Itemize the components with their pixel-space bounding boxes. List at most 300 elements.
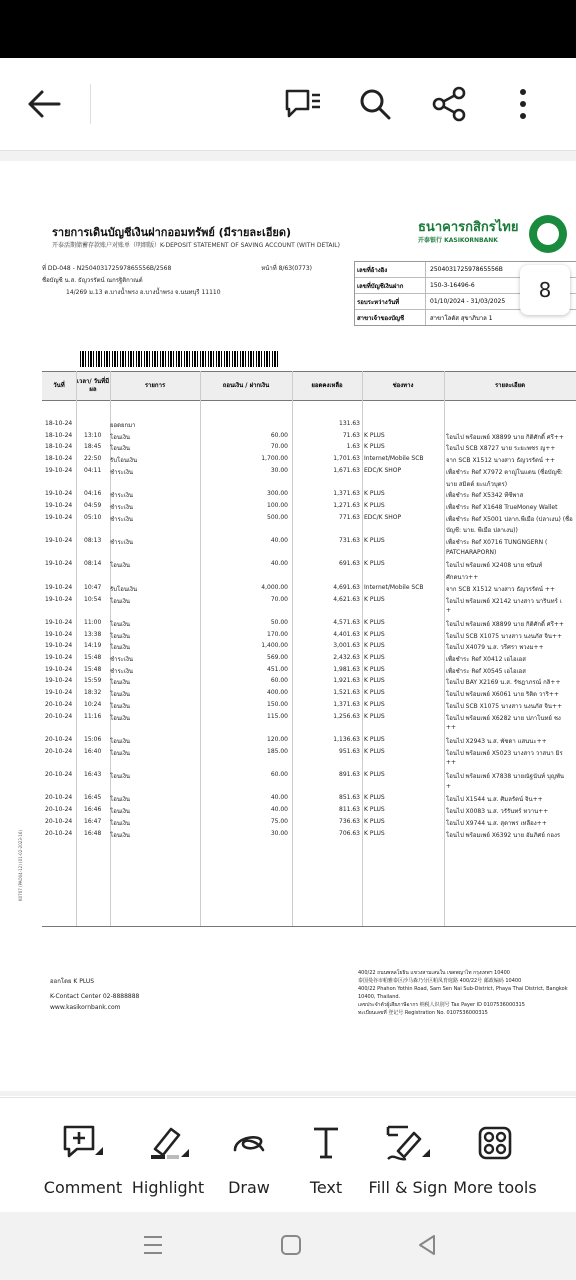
cell-trx: ชำระเงิน: [110, 539, 133, 546]
cell-time: 16:46: [84, 806, 102, 814]
cell-time: 16:43: [84, 771, 102, 778]
cell-trx: ชำระเงิน: [110, 503, 133, 511]
table-row: [42, 666, 576, 677]
cell-date: 19-10-24: [45, 513, 73, 521]
cell-trx: ยอดยกมา: [110, 422, 136, 429]
cell-detail: โอนไป SCB X1075 นางสาว นงนภัส จิน++: [446, 632, 563, 640]
cell-date: 19-10-24: [45, 466, 73, 474]
footer-address-th: 400/22 ถนนพหลโยธิน แขวงสามเสนใน เขตพญาไท กรุงเทพฯ 10400: [358, 970, 510, 976]
cell-channel: K PLUS: [364, 806, 385, 814]
cell-channel: K PLUS: [364, 829, 385, 837]
table-row: [42, 771, 576, 782]
add-comment-icon: [40, 1118, 126, 1168]
info-value: 150-3-16496-6: [430, 282, 475, 289]
account-name: ชื่อบัญชี น.ส. ธัญวรรัตน์ ณกรฐิติกาณต์: [42, 277, 143, 284]
cell-time: 10:24: [84, 700, 102, 708]
tool-comment[interactable]: [40, 1118, 126, 1208]
cell-balance: 736.63: [339, 817, 360, 825]
cell-detail: เพื่อชำระ Ref X1648 TrueMoney Wallet: [446, 503, 558, 511]
tool-highlight[interactable]: [128, 1118, 208, 1208]
cell-detail: โอนไป พร้อมเพย์ X2408 นาย ชนินท์: [446, 562, 543, 570]
cell-amount: 50.00: [270, 618, 288, 626]
cell-detail: เพื่อชำระ Ref X0412 เอไอเอส: [446, 656, 526, 663]
page-of: หน้าที่ 8/63(0773): [261, 265, 312, 272]
cell-amount: 30.00: [270, 466, 288, 474]
tool-label: Draw: [228, 1178, 270, 1197]
cell-channel: K PLUS: [364, 642, 385, 650]
cell-date: 19-10-24: [45, 583, 73, 591]
col-detail: รายละเอียด: [494, 382, 526, 389]
cell-trx: โอนเงิน: [110, 679, 131, 687]
table-bottom-border: [42, 926, 576, 927]
cell-channel: K PLUS: [364, 490, 385, 498]
cell-trx: โอนเงิน: [110, 691, 131, 699]
cell-balance: 4,401.63: [333, 630, 360, 638]
cell-date: 19-10-24: [45, 560, 73, 568]
cell-trx: โอนเงิน: [110, 819, 131, 827]
cell-date: 20-10-24: [45, 806, 73, 814]
recents-icon[interactable]: [138, 1230, 168, 1260]
cell-date: 19-10-24: [45, 501, 73, 509]
cell-trx: ชำระเงิน: [110, 492, 133, 500]
cell-amount: 4,000.00: [261, 583, 288, 591]
table-row: [42, 490, 576, 501]
reference-line: ที่ DD-048 - N250403172597865556B/2568: [42, 265, 172, 272]
tool-label: More tools: [453, 1178, 537, 1197]
cell-amount: 451.00: [267, 665, 288, 673]
cell-balance: 1,136.63: [333, 735, 360, 743]
table-row: [42, 549, 576, 560]
cell-trx: โอนเงิน: [110, 796, 131, 804]
cell-date: 18-10-24: [45, 420, 73, 427]
cell-time: 05:10: [84, 513, 102, 521]
cell-detail: เพื่อชำระ Ref X0716 TUNGNGERN (: [446, 539, 548, 546]
cell-trx: รับโอนเงิน: [110, 585, 138, 593]
cell-trx: โอนเงิน: [110, 737, 131, 745]
bottom-toolbar: [0, 1097, 576, 1213]
cell-amount: 40.00: [270, 560, 288, 568]
cell-detail: โอนไป พร้อมเพย์ X6282 นาย ปภาโนทย์ ชง: [446, 714, 561, 722]
cell-balance: 2,432.63: [333, 654, 360, 661]
cell-trx: โอนเงิน: [110, 445, 131, 453]
col-time: เวลา/ วันที่มีผล: [76, 378, 110, 393]
cell-detail: โอนไป พร้อมเพย์ X2142 นางสาว นารินทร์ เ: [446, 597, 562, 605]
table-row: [42, 525, 576, 536]
cell-channel: Internet/Mobile SCB: [364, 455, 424, 463]
cell-detail: จาก SCB X1512 นางสาว ธัญวรรัตน์ ++: [446, 457, 555, 465]
cell-trx: โอนเงิน: [110, 597, 131, 605]
cell-detail: +: [446, 607, 452, 615]
footer-tax-id: เลขประจำตัวผู้เสียภาษีอากร 纳税人识别号 Tax Payer ID 0107536000315: [358, 1002, 525, 1008]
cell-balance: 731.63: [339, 537, 360, 544]
cell-amount: 185.00: [267, 747, 288, 755]
cell-channel: K PLUS: [364, 689, 385, 697]
cell-trx: โอนเงิน: [110, 702, 131, 710]
table-row: [42, 479, 576, 490]
table-row: [42, 759, 576, 770]
cell-amount: 400.00: [267, 689, 288, 697]
tool-more-tools[interactable]: [452, 1118, 538, 1208]
cell-detail: โอนไป X4079 น.ส. วรีศรา พวงม++: [446, 644, 544, 652]
info-key: สาขาเจ้าของบัญชี: [355, 310, 426, 325]
cell-channel: K PLUS: [364, 712, 385, 720]
cell-trx: รับโอนเงิน: [110, 457, 138, 465]
table-row: [42, 806, 576, 817]
info-key: รอบระหว่างวันที่: [355, 294, 426, 309]
table-row: [42, 467, 576, 478]
cell-detail: โอนไป พร้อมเพย์ X7838 นายณัฐนันท์ บุญพัน: [446, 773, 565, 780]
cell-date: 20-10-24: [45, 794, 73, 802]
table-row: [42, 783, 576, 794]
cell-time: 08:13: [84, 537, 102, 544]
table-row: [42, 713, 576, 724]
cell-trx: โอนเงิน: [110, 714, 131, 722]
cell-detail: เพื่อชำระ Ref X0545 เอไอเอส: [446, 667, 526, 675]
cell-date: 18-10-24: [45, 443, 73, 451]
cell-time: 16:45: [84, 794, 102, 802]
statement-title: รายการเดินบัญชีเงินฝากออมทรัพย์ (มีรายละเอียด): [52, 226, 292, 239]
cell-balance: 131.63: [339, 420, 360, 427]
cell-date: 20-10-24: [45, 747, 73, 755]
cell-balance: 1,256.63: [333, 712, 360, 720]
table-row: [42, 724, 576, 735]
cell-detail: ศักดนาว++: [446, 574, 479, 582]
cell-amount: 150.00: [267, 700, 288, 708]
cell-channel: K PLUS: [364, 700, 385, 708]
cell-amount: 40.00: [270, 806, 288, 814]
cell-date: 19-10-24: [45, 537, 73, 544]
cell-balance: 1.63: [346, 443, 360, 451]
cell-amount: 70.00: [270, 443, 288, 451]
tool-fill-sign[interactable]: [366, 1118, 450, 1208]
cell-balance: 1,271.63: [333, 501, 360, 509]
cell-balance: 1,371.63: [333, 490, 360, 498]
cell-amount: 300.00: [267, 490, 288, 498]
bank-name-th: ธนาคารกสิกรไทย: [418, 220, 519, 235]
cell-balance: 71.63: [342, 431, 360, 439]
cell-amount: 60.00: [270, 677, 288, 685]
info-key: เลขที่บัญชีเงินฝาก: [355, 278, 426, 293]
cell-balance: 1,701.63: [333, 455, 360, 463]
cell-date: 19-10-24: [45, 665, 73, 673]
cell-time: 22:50: [84, 455, 102, 463]
cell-trx: โอนเงิน: [110, 644, 131, 652]
cell-date: 19-10-24: [45, 595, 73, 603]
cell-amount: 1,400.00: [261, 642, 288, 650]
document-viewer[interactable]: [0, 151, 576, 1096]
cell-balance: 811.63: [339, 806, 360, 814]
cell-balance: 706.63: [339, 829, 360, 837]
search-icon[interactable]: [355, 84, 395, 124]
cell-detail: เพื่อชำระ Ref X5001 ปลาก.พีเมือ (ปลาเงน) (ชื่อ: [446, 515, 573, 523]
table-row: [42, 443, 576, 454]
cell-channel: Internet/Mobile SCB: [364, 583, 424, 591]
cell-balance: 3,001.63: [333, 642, 360, 650]
cell-time: 10:47: [84, 583, 102, 591]
table-header: [42, 371, 576, 401]
cell-channel: K PLUS: [364, 537, 385, 544]
cell-time: 15:06: [84, 735, 102, 743]
cell-channel: K PLUS: [364, 735, 385, 743]
draw-icon: [214, 1118, 284, 1168]
cell-time: 15:48: [84, 654, 102, 661]
info-value: 250403172597865556B: [430, 266, 503, 273]
cell-detail: โอนไป X0083 น.ส. วรัรันทร์ หวาน++: [446, 808, 549, 816]
cell-channel: K PLUS: [364, 630, 385, 638]
cell-detail: โอนไป X9744 น.ส. สุดาพร เหลือง++: [446, 819, 547, 827]
footer-address-en: 400/22 Phahon Yothin Road, Sam Sen Nai Sub-District, Phaya Thai District, Bangkok 10400, Thailand.: [358, 986, 568, 1000]
table-row: [42, 502, 576, 513]
cell-trx: โอนเงิน: [110, 632, 131, 640]
cell-amount: 40.00: [270, 537, 288, 544]
cell-detail: โอนไป พร้อมเพย์ X6061 นาย ริติด วาริ++: [446, 691, 559, 699]
cell-amount: 500.00: [267, 513, 288, 521]
tool-text[interactable]: [292, 1118, 360, 1208]
cell-detail: +: [446, 782, 452, 790]
table-row: [42, 654, 576, 665]
info-key: เลขที่อ้างอิง: [355, 262, 426, 277]
home-icon[interactable]: [276, 1230, 306, 1260]
cell-channel: EDC/K SHOP: [364, 466, 402, 474]
statement-page: [0, 161, 576, 1091]
cell-detail: โอนไป BAY X2169 น.ส. รัชฎาภรณ์ กลิ++: [446, 679, 561, 687]
cell-channel: K PLUS: [364, 677, 385, 685]
cell-date: 20-10-24: [45, 712, 73, 720]
cell-time: 14:19: [84, 642, 102, 650]
table-row: [42, 701, 576, 712]
table-row: [42, 420, 576, 431]
table-row: [42, 596, 576, 607]
cell-channel: K PLUS: [364, 654, 385, 661]
cell-detail: จาก SCB X1512 นางสาว ธัญวรรัตน์ ++: [446, 585, 555, 593]
cell-date: 19-10-24: [45, 490, 73, 498]
table-row: [42, 689, 576, 700]
cell-amount: 60.00: [270, 431, 288, 439]
cell-channel: K PLUS: [364, 771, 385, 778]
tool-label: Text: [309, 1178, 343, 1197]
contact-center: K-Contact Center 02-8888888: [50, 993, 140, 1000]
cell-amount: 569.00: [267, 654, 288, 661]
form-code: K0707 (PAO04-12) (01-02-2023-16): [18, 830, 23, 901]
cell-date: 18-10-24: [45, 455, 73, 463]
cell-time: 16:47: [84, 817, 102, 825]
cell-date: 20-10-24: [45, 735, 73, 743]
cell-channel: K PLUS: [364, 431, 385, 439]
cell-detail: โอนไป พร้อมเพย์ X5023 นางสาว วาสนา มิร: [446, 749, 563, 757]
cell-trx: โอนเงิน: [110, 831, 131, 839]
cell-detail: โอนไป พร้อมเพย์ X8899 นาย กิติศักดิ์ ศรี++: [446, 433, 564, 441]
cell-time: 13:10: [84, 431, 102, 439]
table-row: [42, 572, 576, 583]
table-row: [42, 432, 576, 443]
account-header: [42, 263, 352, 299]
account-address: 14/269 ม.13 ต.บางน้ำพรง อ.บางน้ำพรง จ.นนทบุรี 11110: [66, 289, 221, 296]
col-transaction: รายการ: [144, 382, 166, 389]
cell-date: 19-10-24: [45, 642, 73, 650]
table-row: [42, 677, 576, 688]
cell-time: 15:59: [84, 677, 102, 685]
cell-time: 04:59: [84, 501, 102, 509]
share-icon[interactable]: [429, 84, 469, 124]
cell-channel: K PLUS: [364, 560, 385, 568]
cell-time: 04:16: [84, 490, 102, 498]
page-number-badge: 8: [520, 265, 570, 315]
cell-date: 19-10-24: [45, 654, 73, 661]
toolbar-separator: [90, 84, 91, 124]
cell-detail: บัญชี: นาย. พีเมือ ปลาเงน)): [446, 527, 518, 535]
cell-balance: 1,981.63: [333, 665, 360, 673]
fill-sign-icon: [366, 1118, 450, 1168]
table-row: [42, 794, 576, 805]
cell-trx: ชำระเงิน: [110, 667, 133, 675]
cell-channel: K PLUS: [364, 665, 385, 673]
cell-amount: 30.00: [270, 829, 288, 837]
more-vertical-icon[interactable]: [503, 84, 543, 124]
info-value: 01/10/2024 - 31/03/2025: [430, 298, 506, 305]
table-row: [42, 584, 576, 595]
cell-detail: โอนไป พร้อมเพย์ X8899 นาย กิติศักดิ์ ศรี++: [446, 620, 564, 628]
footer-left: [50, 976, 139, 1013]
highlighter-icon: [128, 1118, 208, 1168]
cell-time: 16:40: [84, 747, 102, 755]
cell-amount: 100.00: [267, 501, 288, 509]
table-row: [42, 818, 576, 829]
cell-balance: 1,671.63: [333, 466, 360, 474]
bank-website: www.kasikornbank.com: [50, 1004, 121, 1011]
table-row: [42, 619, 576, 630]
tool-label: Highlight: [131, 1178, 205, 1197]
footer-address-zh: 泰国曼谷市帕雅泰区沙马森乃分区帕凤育庭路 400/22号 邮政编码 10400: [358, 978, 522, 984]
cell-trx: โอนเงิน: [110, 620, 131, 628]
cell-trx: ชำระเงิน: [110, 468, 133, 476]
nav-back-icon[interactable]: [412, 1230, 442, 1260]
cell-trx: ชำระเงิน: [110, 515, 133, 523]
col-date: วันที่: [53, 382, 65, 389]
cell-channel: K PLUS: [364, 747, 385, 755]
cell-channel: K PLUS: [364, 794, 385, 802]
cell-time: 08:14: [84, 560, 102, 568]
tool-draw[interactable]: [214, 1118, 284, 1208]
cell-detail: เพื่อชำระ Ref X5342 ทีซีพาส: [446, 492, 524, 500]
table-row: [42, 748, 576, 759]
text-icon: [292, 1118, 360, 1168]
cell-balance: 891.63: [339, 771, 360, 778]
cell-channel: K PLUS: [364, 595, 385, 603]
bank-name-en: 开泰银行 KASIKORNBANK: [418, 237, 498, 244]
cell-balance: 1,521.63: [333, 689, 360, 697]
cell-balance: 951.63: [339, 747, 360, 755]
cell-detail: โอนไป X1544 น.ส. ศิมลรัตน์ จิน++: [446, 796, 543, 804]
cell-date: 20-10-24: [45, 817, 73, 825]
cell-trx: โอนเงิน: [110, 808, 131, 816]
barcode: [80, 351, 280, 367]
cell-balance: 4,691.63: [333, 583, 360, 591]
cell-balance: 851.63: [339, 794, 360, 802]
cell-detail: โอนไป X2943 น.ส. พัชดา แสนนะ++: [446, 737, 547, 745]
arrow-left-icon[interactable]: [24, 84, 64, 124]
cell-date: 20-10-24: [45, 700, 73, 708]
table-row: [42, 537, 576, 548]
cell-trx: โอนเงิน: [110, 773, 131, 780]
cell-balance: 1,371.63: [333, 700, 360, 708]
cell-trx: โอนเงิน: [110, 749, 131, 757]
cell-trx: โอนเงิน: [110, 562, 131, 570]
cell-time: 04:11: [84, 466, 102, 474]
cell-balance: 4,571.63: [333, 618, 360, 626]
footer-registration: ทะเบียนเลขที่ 登记号 Registration No. 0107536000315: [358, 1010, 488, 1016]
cell-detail: นาย สมิตต์ ยะแก้วบุตร): [446, 480, 508, 488]
cell-balance: 691.63: [339, 560, 360, 568]
cell-time: 13:38: [84, 630, 102, 638]
statement-subtitle: 开泰活期储蓄存款账户对账单（明细版）K-DEPOSIT STATEMENT OF SAVING ACCOUNT (WITH DETAIL): [52, 242, 340, 249]
table-row: [42, 514, 576, 525]
footer-right: [358, 969, 573, 1017]
tool-label: Comment: [43, 1178, 123, 1197]
cell-amount: 75.00: [270, 817, 288, 825]
cell-amount: 60.00: [270, 771, 288, 778]
cell-amount: 70.00: [270, 595, 288, 603]
cell-channel: K PLUS: [364, 443, 385, 451]
issued-by: ออกโดย K PLUS: [50, 978, 95, 985]
cell-time: 11:00: [84, 618, 102, 626]
table-row: [42, 607, 576, 618]
table-row: [42, 830, 576, 841]
cell-time: 10:54: [84, 595, 102, 603]
cell-balance: 4,621.63: [333, 595, 360, 603]
table-row: [42, 642, 576, 653]
table-row: [42, 736, 576, 747]
table-row: [42, 455, 576, 466]
cell-date: 20-10-24: [45, 829, 73, 837]
cell-date: 18-10-24: [45, 431, 73, 439]
cell-trx: โอนเงิน: [110, 433, 131, 441]
cell-amount: 1,700.00: [261, 455, 288, 463]
cell-amount: 115.00: [267, 712, 288, 720]
cell-date: 19-10-24: [45, 677, 73, 685]
cell-detail: PATCHARAPORN): [446, 548, 497, 556]
bank-logo: [529, 215, 567, 253]
info-value: สาขาโลตัส สุขาภิบาล 1: [430, 314, 493, 322]
table-row: [42, 631, 576, 642]
status-bar: [0, 0, 576, 58]
cell-detail: โอนไป SCB X1075 นางสาว นงนภัส จิน++: [446, 702, 563, 710]
cell-time: 11:16: [84, 712, 102, 720]
cell-channel: EDC/K SHOP: [364, 513, 402, 521]
cell-detail: ++: [446, 759, 457, 767]
cell-date: 20-10-24: [45, 771, 73, 778]
top-app-bar: [0, 58, 576, 151]
cell-date: 19-10-24: [45, 630, 73, 638]
cell-time: 18:45: [84, 443, 102, 451]
cell-trx: ชำระเงิน: [110, 656, 133, 663]
cell-detail: โอนไป พร้อมเพย์ X6392 นาย อัมภิศย์ กองร: [446, 831, 561, 839]
cell-detail: ++: [446, 724, 457, 732]
cell-balance: 1,921.63: [333, 677, 360, 685]
cell-amount: 120.00: [267, 735, 288, 743]
cell-channel: K PLUS: [364, 817, 385, 825]
cell-channel: K PLUS: [364, 501, 385, 509]
tool-label: Fill & Sign: [368, 1178, 448, 1197]
table-row: [42, 560, 576, 571]
col-amount: ถอนเงิน / ฝากเงิน: [222, 382, 270, 389]
cell-amount: 40.00: [270, 794, 288, 802]
cell-date: 19-10-24: [45, 618, 73, 626]
comment-list-icon[interactable]: [283, 84, 323, 124]
cell-time: 16:48: [84, 829, 102, 837]
cell-detail: เพื่อชำระ Ref X7972 ตาญู่โนแดน (ซื่อบัญชี:: [446, 468, 563, 476]
system-nav-bar: [0, 1212, 576, 1280]
cell-detail: โอนไป SCB X8727 นาย ระยะพชร ญ++: [446, 445, 556, 453]
